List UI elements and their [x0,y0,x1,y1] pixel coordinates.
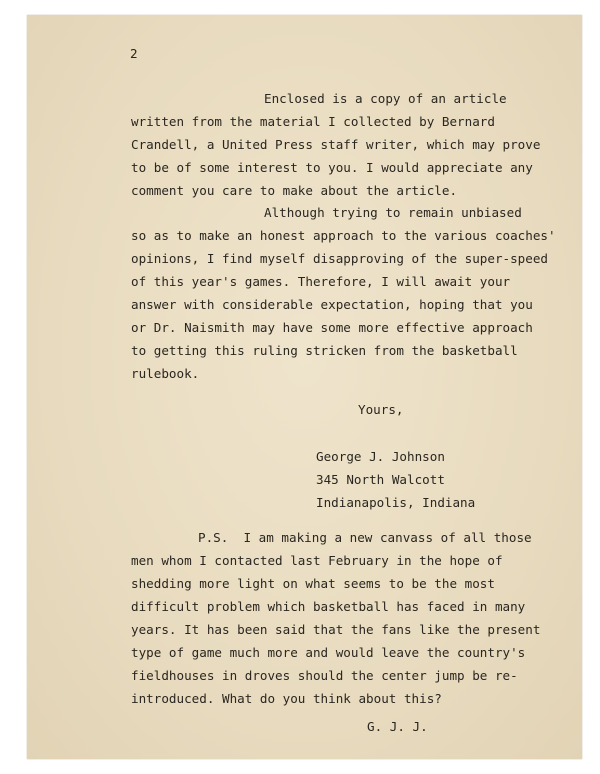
paragraph2-line: of this year's games. Therefore, I will await your [131,274,511,289]
signature-line: 345 North Walcott [316,472,445,487]
paragraph1-line: Crandell, a United Press staff writer, which may prove [131,137,541,152]
paragraph2-line: Although trying to remain unbiased [264,205,522,220]
postscript-line: shedding more light on what seems to be the most [131,576,495,591]
paragraph2-line: or Dr. Naismith may have some more effective approach [131,320,533,335]
signature-line: Indianapolis, Indiana [316,495,476,510]
postscript-line: fieldhouses in droves should the center jump be re- [131,668,518,683]
paragraph1-line: comment you care to make about the article. [131,183,458,198]
paragraph2-line: so as to make an honest approach to the various coaches' [131,228,556,243]
paragraph2-line: rulebook. [131,366,200,381]
postscript-line: type of game much more and would leave the country's [131,645,526,660]
paragraph2-line: answer with considerable expectation, hoping that you [131,297,533,312]
paragraph2-line: opinions, I find myself disapproving of the super-speed [131,251,549,266]
postscript-line: introduced. What do you think about this? [131,691,442,706]
postscript-line: men whom I contacted last February in the hope of [131,553,503,568]
closing: Yours, [358,402,404,417]
paragraph1-line: to be of some interest to you. I would appreciate any [131,160,533,175]
paragraph2-line: to getting this ruling stricken from the basketball [131,343,518,358]
signature-line: George J. Johnson [316,449,445,464]
paragraph1-line: written from the material I collected by Bernard [131,114,495,129]
page-number: 2 [130,46,138,61]
initials: G. J. J. [367,719,428,734]
postscript-line: difficult problem which basketball has faced in many [131,599,526,614]
postscript-line: years. It has been said that the fans like the present [131,622,541,637]
paragraph1-line: Enclosed is a copy of an article [264,91,507,106]
postscript-line: P.S. I am making a new canvass of all those [198,530,532,545]
